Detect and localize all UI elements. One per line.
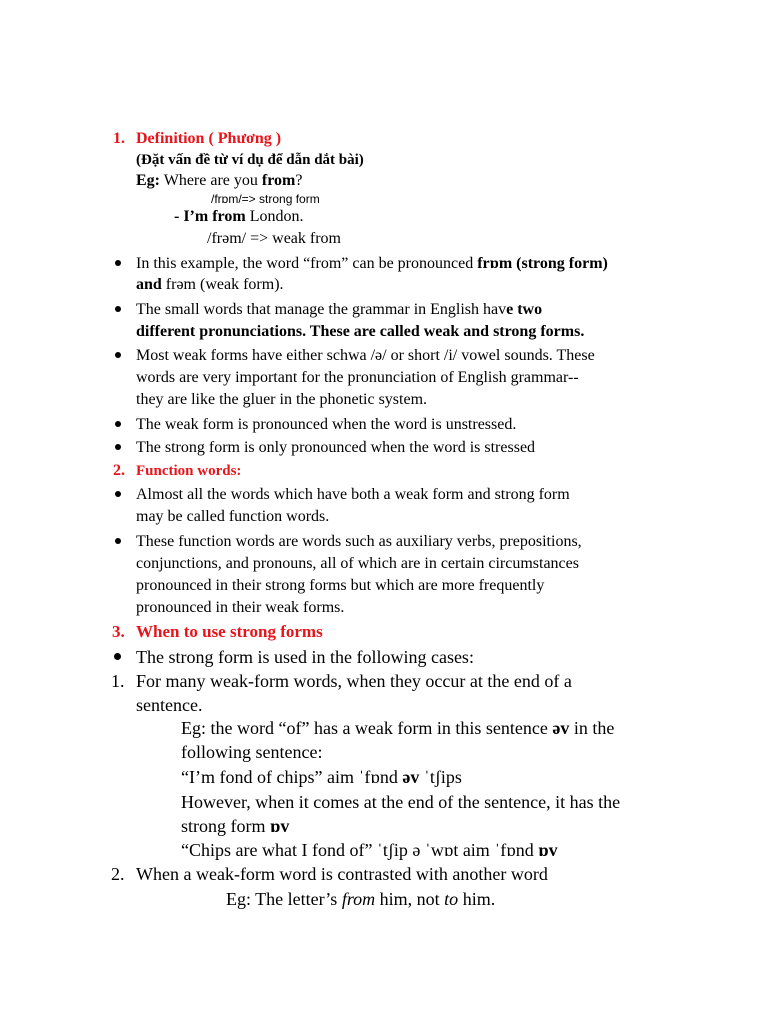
section-1-heading: Definition ( Phương ): [136, 130, 282, 147]
section-1-intro: (Đặt vấn đề từ ví dụ để dẫn dắt bài): [136, 152, 364, 168]
section-2-number: 2.: [113, 462, 125, 479]
bullet-bold: e two: [506, 301, 543, 318]
example-text: ˈtʃips: [419, 767, 462, 787]
bullet-text: In this example, the word “from” can be pronounced: [136, 255, 478, 272]
s2-bullet-1-line-2: may be called function words.: [136, 508, 330, 525]
answer-dash: - I’m: [174, 208, 213, 225]
s1-bullet-4: The weak form is pronounced when the word is unstressed.: [136, 416, 517, 433]
example-text: Eg: The letter’s: [226, 889, 342, 909]
example-text: strong form: [181, 816, 270, 836]
bullet-dot: [115, 491, 121, 497]
s2-bullet-1-line-1: Almost all the words which have both a weak form and strong form: [136, 486, 570, 503]
eg-question-end: ?: [295, 172, 303, 189]
section-1-number: 1.: [113, 130, 125, 147]
section-2-heading: Function words:: [136, 463, 242, 479]
example-bold: ɒv: [270, 816, 290, 836]
section-3-heading: When to use strong forms: [136, 622, 323, 641]
example-bold: əv: [402, 767, 420, 787]
example-italic: to: [444, 889, 459, 909]
case-2-line-1: When a weak-form word is contrasted with another word: [136, 864, 548, 884]
bullet-dot: [115, 444, 121, 450]
example-text: “Chips are what I fond of” ˈtʃip ə ˈwɒt aim ˈfɒnd: [181, 840, 539, 860]
case-1-number: 1.: [111, 671, 125, 691]
s3-bullet: The strong form is used in the following cases:: [136, 647, 474, 667]
example-text: “I’m fond of chips” aim ˈfɒnd: [181, 767, 403, 787]
case-2-example: [226, 890, 495, 908]
answer-end: London.: [245, 208, 304, 225]
s2-bullet-2-line-3: pronounced in their strong forms but which are more frequently: [136, 577, 545, 594]
s2-bullet-2-line-4: pronounced in their weak forms.: [136, 599, 345, 616]
eg-question-bold: from: [261, 172, 296, 189]
s1-bullet-3-line-2: words are very important for the pronunciation of English grammar--: [136, 369, 579, 386]
case-1-line-1: For many weak-form words, when they occur at the end of a: [136, 671, 572, 691]
example-text: in the: [569, 718, 615, 738]
s1-bullet-1-line-1: [136, 256, 608, 272]
example-text: him, not: [375, 889, 445, 909]
example-italic: from: [341, 889, 376, 909]
bullet-dot: [115, 260, 121, 266]
bullet-dot: [114, 653, 121, 660]
case-1-line-2: sentence.: [136, 695, 203, 715]
bullet-text: (weak form).: [196, 276, 284, 293]
bullet-dot: [115, 306, 121, 312]
example-text: him.: [458, 889, 496, 909]
example-4: [181, 841, 558, 859]
s1-bullet-2-line-2: different pronunciations. These are called weak and strong forms.: [136, 323, 585, 340]
bullet-bold: frɒm (strong form): [477, 255, 608, 272]
example-answer: [174, 209, 303, 225]
case-2-number: 2.: [111, 864, 125, 884]
s1-bullet-3-line-3: they are like the gluer in the phonetic system.: [136, 391, 428, 408]
s1-bullet-5: The strong form is only pronounced when the word is stressed: [136, 439, 536, 456]
example-bold: ɒv: [538, 840, 558, 860]
example-1-line-1: [181, 719, 614, 737]
s1-bullet-2-line-1: [136, 302, 542, 318]
example-1-line-2: following sentence:: [181, 742, 323, 762]
bullet-dot: [115, 352, 121, 358]
s2-bullet-2-line-1: These function words are words such as auxiliary verbs, prepositions,: [136, 533, 582, 550]
example-bold: əv: [552, 718, 570, 738]
s1-bullet-3-line-1: Most weak forms have either schwa /ə/ or short /i/ vowel sounds. These: [136, 347, 595, 364]
example-3-line-1: However, when it comes at the end of the sentence, it has the: [181, 792, 621, 812]
example-2: [181, 768, 462, 786]
example-text: Eg: the word “of” has a weak form in this sentence: [181, 718, 553, 738]
bullet-bold: and: [136, 276, 162, 293]
eg-label: Eg:: [136, 172, 160, 189]
section-3-number: 3.: [112, 622, 125, 641]
bullet-text: frəm: [161, 276, 196, 293]
bullet-dot: [115, 421, 121, 427]
strong-form-ipa: /frɒm/=> strong form: [211, 192, 320, 206]
answer-bold: from: [212, 208, 246, 225]
eg-question-text: Where are you: [160, 172, 262, 189]
bullet-text: The small words that manage the grammar in English hav: [136, 301, 507, 318]
example-3-line-2: [181, 817, 289, 835]
example-question: [136, 173, 302, 189]
weak-form-ipa: /frəm/ => weak from: [207, 230, 341, 247]
bullet-dot: [115, 538, 121, 544]
s1-bullet-1-line-2: [136, 277, 284, 293]
s2-bullet-2-line-2: conjunctions, and pronouns, all of which are in certain circumstances: [136, 555, 579, 572]
